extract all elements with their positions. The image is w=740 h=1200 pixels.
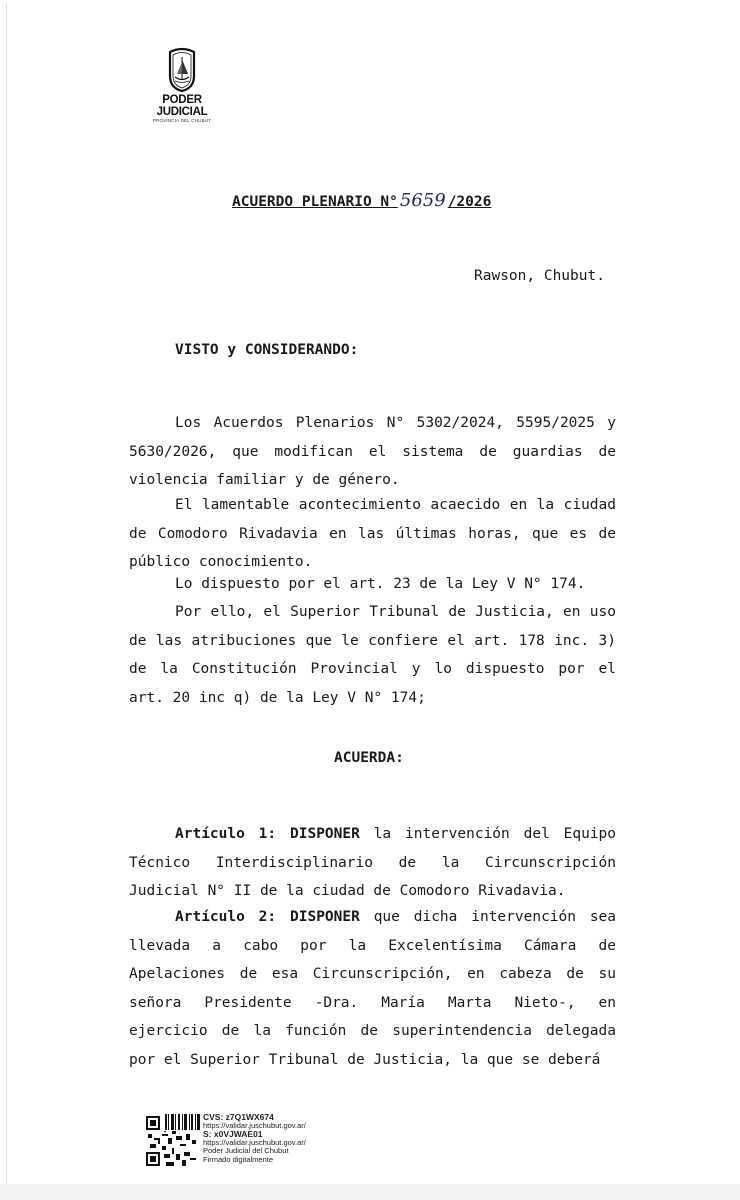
signature-text [203,1113,306,1165]
signature-url-1[interactable]: https://validar.juschubut.gov.ar/ [203,1120,306,1130]
barcode-icon [164,1113,202,1131]
articulo-2 [129,903,616,1074]
articulo-1-text: la intervención del Equipo Técnico Interdisciplinario de la Circunscripción Judicial N° II de la ciudad de Comodoro Rivadavia. [129,826,617,899]
signature-entity: Poder Judicial del Chubut [203,1146,289,1156]
visto-heading: VISTO y CONSIDERANDO: [175,342,359,358]
institution-province: PROVINCIA DEL CHUBUT [152,118,212,123]
digital-signature-block [146,1113,336,1169]
institution-logo [140,46,224,123]
institution-name: PODER JUDICIAL [156,94,208,118]
articulo-2-label: Artículo 2: [175,909,277,925]
articulo-1-verb: DISPONER [290,826,360,842]
signature-code: S: x0VJWAE01 [203,1129,263,1140]
page-edge [6,4,7,1192]
coat-of-arms-icon [167,46,197,92]
signature-cvs: CVS: z7Q1WX674 [203,1112,274,1122]
handwritten-number: 5659 [399,190,446,211]
articulo-1-label: Artículo 1: [175,826,277,842]
title-suffix: /2026 [447,194,492,210]
place-line: Rawson, Chubut. [474,268,605,284]
acuerda-heading: ACUERDA: [334,750,404,766]
considerando-1: Los Acuerdos Plenarios N° 5302/2024, 5595/2025 y 5630/2026, que modifican el sistema de guardias de violencia familiar y de género. [129,415,616,488]
document-title [232,190,491,211]
articulo-2-verb: DISPONER [290,909,360,925]
considerando-2: El lamentable acontecimiento acaecido en la ciudad de Comodoro Rivadavia en las últimas horas, que es de público conocimiento. [129,497,616,570]
signature-status: Firmado digitalmente [203,1154,274,1164]
title-prefix: ACUERDO PLENARIO N° [232,194,398,210]
articulo-1 [129,820,616,906]
considerando-4: Por ello, el Superior Tribunal de Justicia, en uso de las atribuciones que le confiere el art. 178 inc. 3) de la Constitución Provincial y lo dispuesto por el art. 20 inc q) de la Ley V N° 174; [129,604,616,706]
considerando-3: Lo dispuesto por el art. 23 de la Ley V N° 174. [175,576,586,592]
signature-url-2[interactable]: https://validar.juschubut.gov.ar/ [203,1137,306,1147]
articulo-2-text: que dicha intervención sea llevada a cabo por la Excelentísima Cámara de Apelaciones de esa Circunscripción, en cabeza de su señora Presidente -Dra. María Marta Nieto-, en ejercicio de la función de superintendencia delegada por el Superior Tribunal de Justicia, la que se deberá [129,909,617,1068]
page-bottom-margin [0,1184,740,1200]
